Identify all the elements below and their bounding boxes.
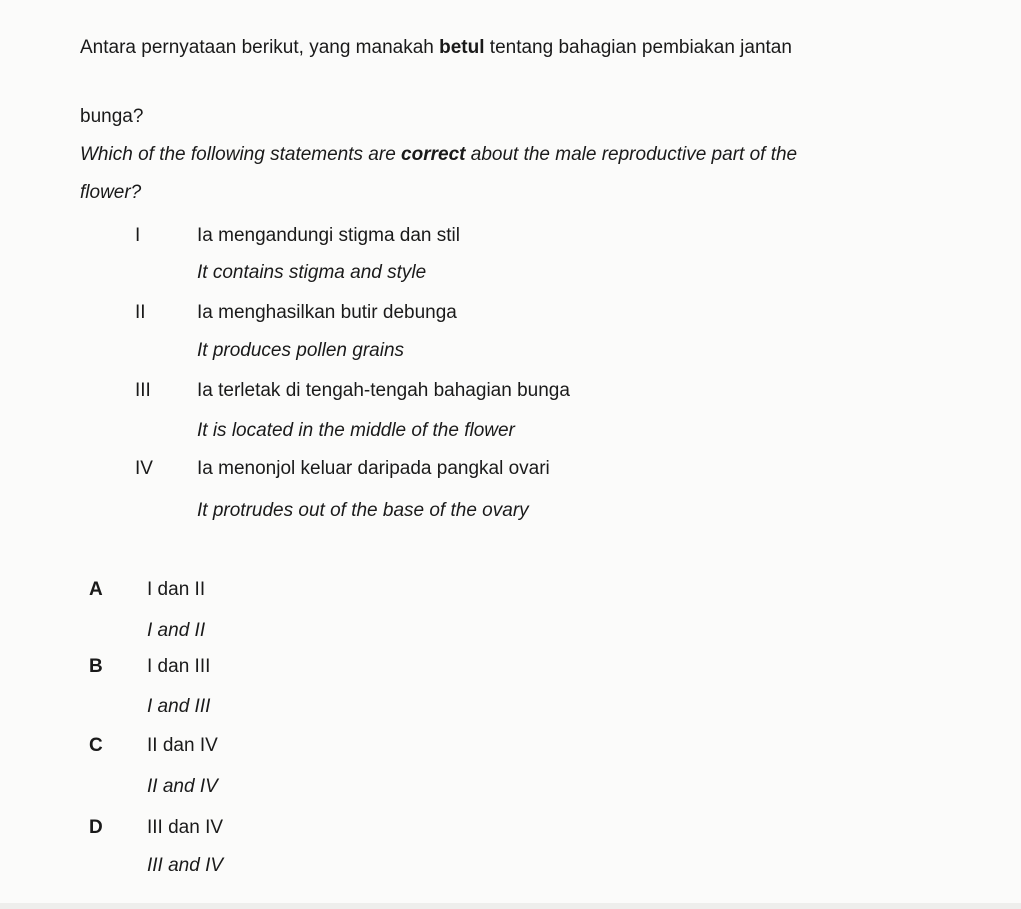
text: about the male reproductive part of the — [465, 144, 798, 165]
text: Which of the following statements are — [80, 144, 402, 165]
statement-english: It is located in the middle of the flower — [197, 420, 515, 441]
statement-malay: Ia menghasilkan butir debunga — [197, 302, 457, 323]
statement-malay: Ia terletak di tengah-tengah bahagian bunga — [197, 380, 570, 401]
option-malay: II dan IV — [147, 735, 218, 756]
text: tentang bahagian pembiakan jantan — [484, 37, 792, 58]
option-letter: B — [89, 656, 103, 677]
option-english: III and IV — [147, 855, 224, 876]
option-letter: D — [89, 817, 103, 838]
statement-numeral: I — [135, 225, 141, 246]
option-malay: III dan IV — [147, 817, 224, 838]
question-malay-line2: bunga? — [80, 106, 144, 127]
statement-english: It produces pollen grains — [197, 340, 405, 361]
option-english: I and III — [147, 696, 211, 717]
option-english: I and II — [147, 620, 206, 641]
option-malay: I dan II — [147, 579, 206, 600]
option-letter: C — [89, 735, 103, 756]
emphasis-betul: betul — [439, 37, 485, 58]
option-malay: I dan III — [147, 656, 211, 677]
statement-malay: Ia menonjol keluar daripada pangkal ovari — [197, 458, 550, 479]
question-english-line1 — [80, 144, 797, 166]
emphasis-correct: correct — [401, 144, 466, 165]
statement-malay: Ia mengandungi stigma dan stil — [197, 225, 460, 246]
statement-english: It protrudes out of the base of the ovary — [197, 500, 529, 521]
question-english-line2: flower? — [80, 182, 142, 203]
statement-numeral: III — [135, 380, 151, 401]
statement-numeral: II — [135, 302, 146, 323]
question-malay-line1 — [80, 37, 792, 59]
option-letter: A — [89, 579, 103, 600]
option-english: II and IV — [147, 776, 218, 797]
statement-english: It contains stigma and style — [197, 262, 427, 283]
statement-numeral: IV — [135, 458, 153, 479]
page-edge — [0, 903, 1021, 909]
text: Antara pernyataan berikut, yang manakah — [80, 37, 440, 58]
